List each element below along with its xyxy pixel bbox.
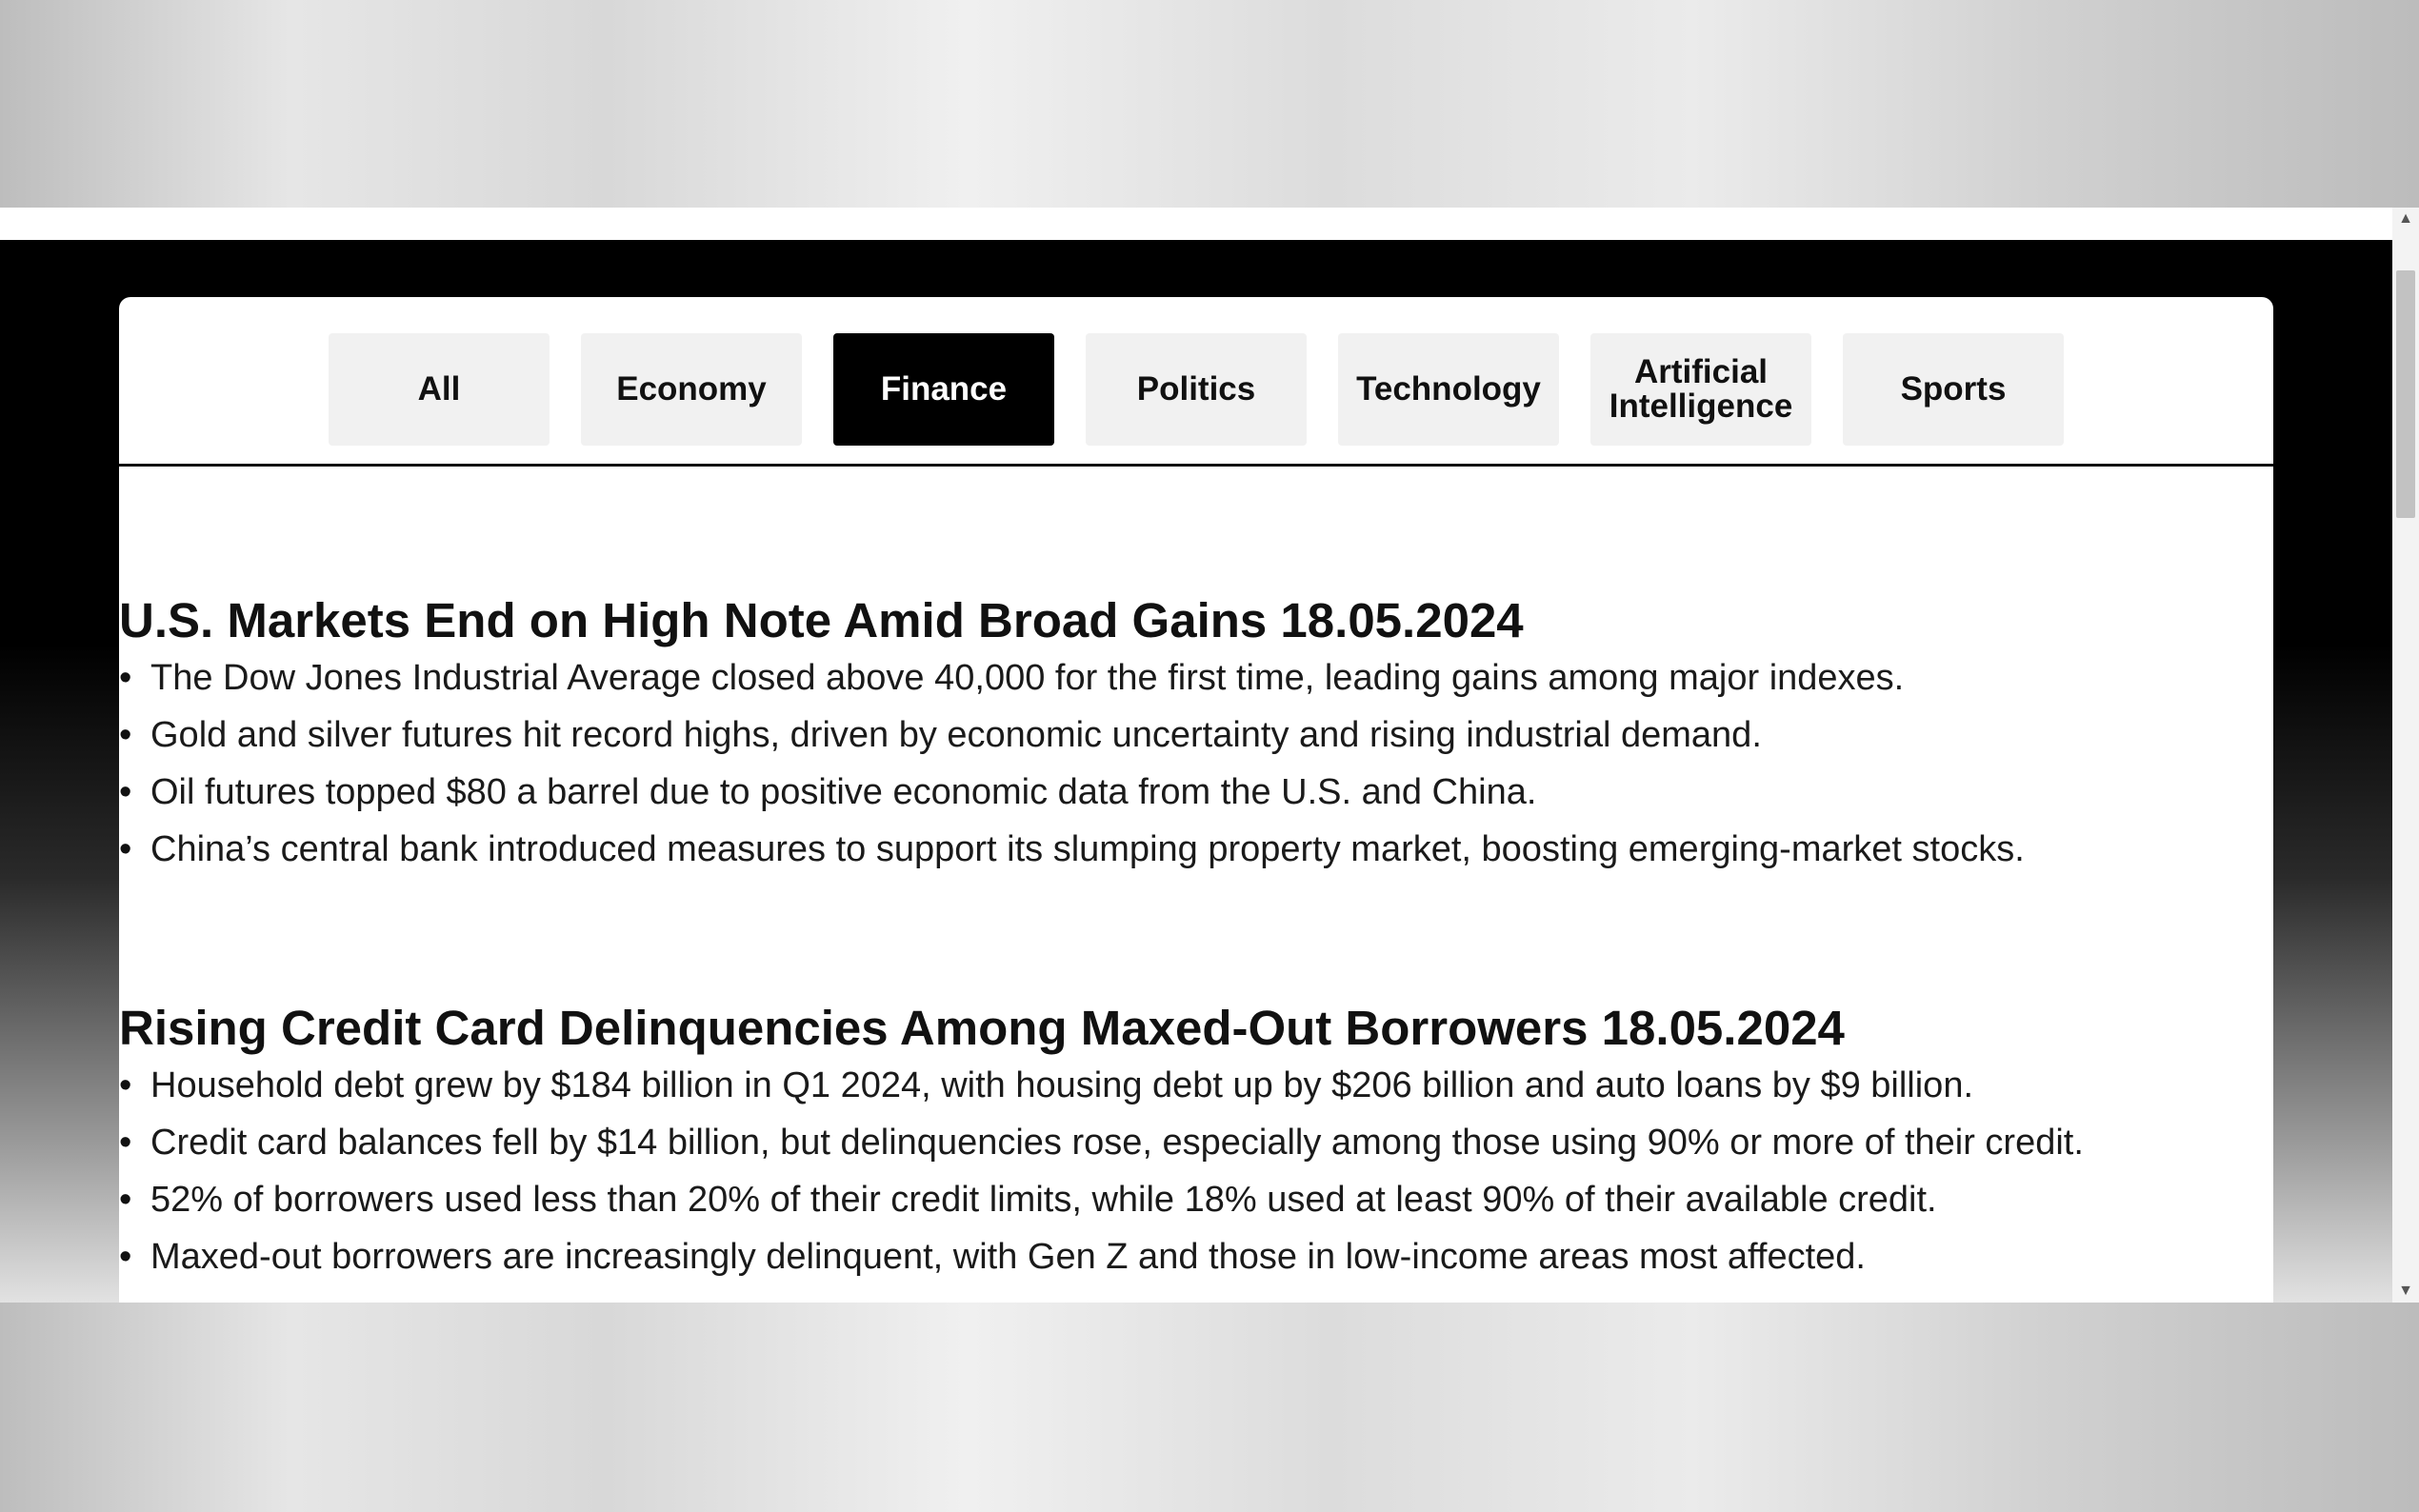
list-item: • 52% of borrowers used less than 20% of their credit limits, while 18% used at least 90% of their available credit. — [119, 1171, 2273, 1228]
article-title: U.S. Markets End on High Note Amid Broad Gains 18.05.2024 — [119, 593, 1524, 647]
article — [119, 592, 2273, 878]
article-title: Rising Credit Card Delinquencies Among Maxed-Out Borrowers 18.05.2024 — [119, 1001, 1845, 1055]
list-item: • Household debt grew by $184 billion in Q1 2024, with housing debt up by $206 billion and auto loans by $9 billion. — [119, 1057, 2273, 1114]
tab-economy[interactable]: Economy — [581, 333, 802, 446]
list-item: • Maxed-out borrowers are increasingly delinquent, with Gen Z and those in low-income areas most affected. — [119, 1228, 2273, 1285]
scroll-down-arrow-icon[interactable]: ▼ — [2398, 1283, 2413, 1299]
tab-artificial-intelligence[interactable]: Artificial Intelligence — [1590, 333, 1811, 446]
tab-technology[interactable]: Technology — [1338, 333, 1559, 446]
tab-finance[interactable]: Finance — [833, 333, 1054, 446]
scroll-up-arrow-icon[interactable]: ▲ — [2398, 210, 2413, 227]
article-bullet-list — [119, 649, 2273, 878]
page-background — [0, 240, 2392, 1303]
list-item: • The Dow Jones Industrial Average closed above 40,000 for the first time, leading gains among major indexes. — [119, 649, 2273, 706]
tab-sports[interactable]: Sports — [1843, 333, 2064, 446]
list-item: • China’s central bank introduced measures to support its slumping property market, boosting emerging-market stocks. — [119, 821, 2273, 878]
article — [119, 1000, 2273, 1285]
list-item: • Credit card balances fell by $14 billion, but delinquencies rose, especially among those using 90% or more of their credit. — [119, 1114, 2273, 1171]
tab-politics[interactable]: Politics — [1086, 333, 1307, 446]
browser-viewport — [0, 208, 2419, 1303]
vertical-scrollbar[interactable] — [2392, 208, 2419, 1303]
article-bullet-list — [119, 1057, 2273, 1285]
list-item: • Oil futures topped $80 a barrel due to positive economic data from the U.S. and China. — [119, 764, 2273, 821]
list-item: • Gold and silver futures hit record highs, driven by economic uncertainty and rising industrial demand. — [119, 706, 2273, 764]
news-card — [119, 297, 2273, 1303]
scrollbar-thumb[interactable] — [2396, 270, 2415, 518]
tab-all[interactable]: All — [329, 333, 550, 446]
category-tab-bar — [119, 297, 2273, 467]
